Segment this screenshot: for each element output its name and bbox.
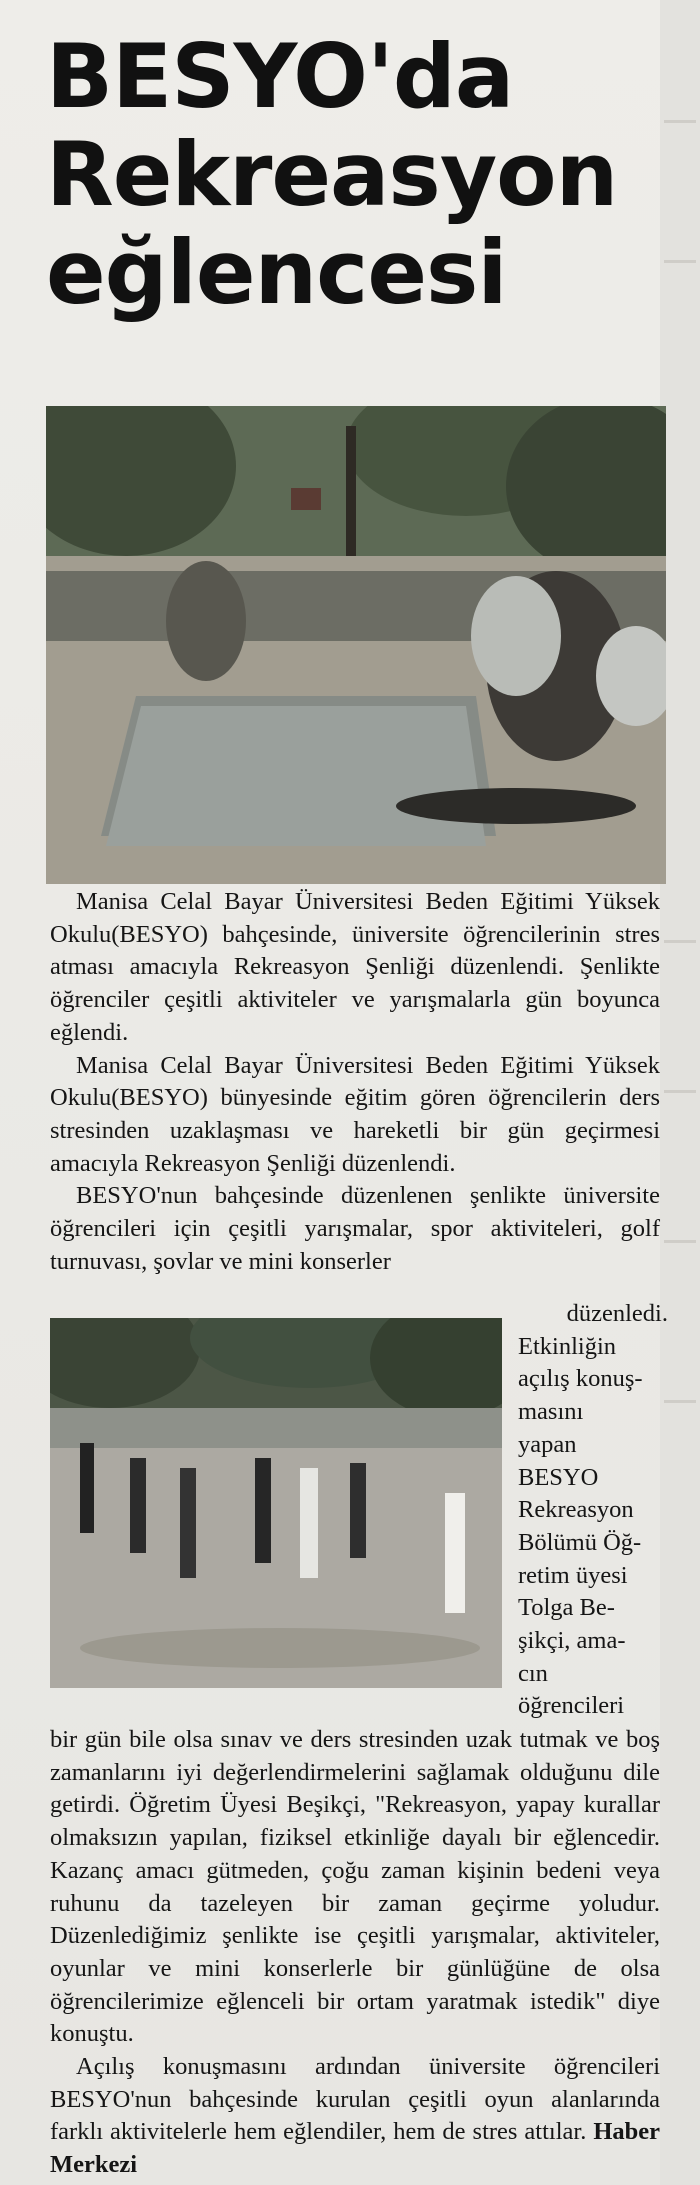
headline-line-3: eğlencesi (46, 221, 507, 324)
wrap-line-12: cın (518, 1659, 548, 1687)
bubble-soccer-photo (46, 406, 666, 884)
wrap-line-5: yapan (518, 1430, 577, 1458)
paragraph-continuation: bir gün bile olsa sınav ve ders stresinden uzak tutmak ve boş zamanlarını iyi değerlendirmelerini sağlamak olduğunu dile getirdi. Öğretim Üyesi Beşikçi, "Rekreasyon, yapay kurallar olmaksızın yapılan, fiziksel etkinliğe dayalı bir eğlencedir. Kazanç amacı gütmeden, çoğu zaman kişinin bedeni veya ruhunu da tazeleyen bir zaman geçirme yoludur. Düzenlediğimiz şenlikte ise çeşitli yarışmalar, aktiviteler, oyunlar ve mini konserlerle bir günlüğüne de olsa öğrencilerimize eğlenceli bir ortam yaratmak istedik" diye konuştu. (50, 1726, 660, 2048)
wrap-line-13: öğrencileri (518, 1692, 625, 1720)
students-dancing-photo (50, 1318, 502, 1688)
wrap-line-4: masını (518, 1398, 584, 1426)
wrap-line-7: Rekreasyon (518, 1496, 634, 1524)
wrap-line-3: açılış konuş- (518, 1365, 643, 1393)
wrap-line-6: BESYO (518, 1463, 599, 1491)
headline-line-1: BESYO'da (46, 25, 514, 128)
wrap-line-9: retim üyesi (518, 1561, 628, 1589)
article-body-top (50, 886, 660, 1278)
adjacent-column-bleed (660, 0, 700, 2185)
paragraph-2: Manisa Celal Bayar Üniversitesi Beden Eğitimi Yüksek Okulu(BESYO) bünyesinde eğitim gören öğrencilerin ders stresinden uzaklaşması ve hareketli bir gün geçirmesi amacıyla Rekreasyon Şenliği düzenlendi. (50, 1051, 660, 1177)
article-body-bottom (50, 1724, 660, 2182)
byline: Haber Merkezi (50, 2118, 661, 2179)
wrap-line-10: Tolga Be- (518, 1594, 615, 1622)
article-body-wrap-column (518, 1298, 668, 1723)
paragraph-last (50, 2051, 660, 2182)
headline (46, 25, 666, 324)
wrap-line-8: Bölümü Öğ- (518, 1528, 642, 1556)
wrap-line-1: düzenledi. (566, 1300, 668, 1327)
paragraph-1: Manisa Celal Bayar Üniversitesi Beden Eğitimi Yüksek Okulu(BESYO) bahçesinde, üniversite öğrencilerinin stres atması amacıyla Rekreasyon Şenliği düzenlendi. Şenlikte öğrenciler çeşitli aktiviteler ve yarışmalarla gün boyunca eğlendi. (50, 888, 660, 1046)
wrap-line-2: Etkinliğin (518, 1332, 616, 1360)
wrap-line-11: şikçi, ama- (518, 1627, 626, 1655)
last-paragraph-text: Açılış konuşmasını ardından üniversite öğrencileri BESYO'nun bahçesinde kurulan çeşitli oyun alanlarında farklı aktivitelerle hem eğlendiler, hem de stres attılar. (50, 2053, 660, 2146)
paragraph-3: BESYO'nun bahçesinde düzenlenen şenlikte üniversite öğrencileri için çeşitli yarışmalar, spor aktiviteleri, golf turnuvası, şovlar ve mini konserler (50, 1182, 660, 1275)
headline-line-2: Rekreasyon (46, 123, 618, 226)
